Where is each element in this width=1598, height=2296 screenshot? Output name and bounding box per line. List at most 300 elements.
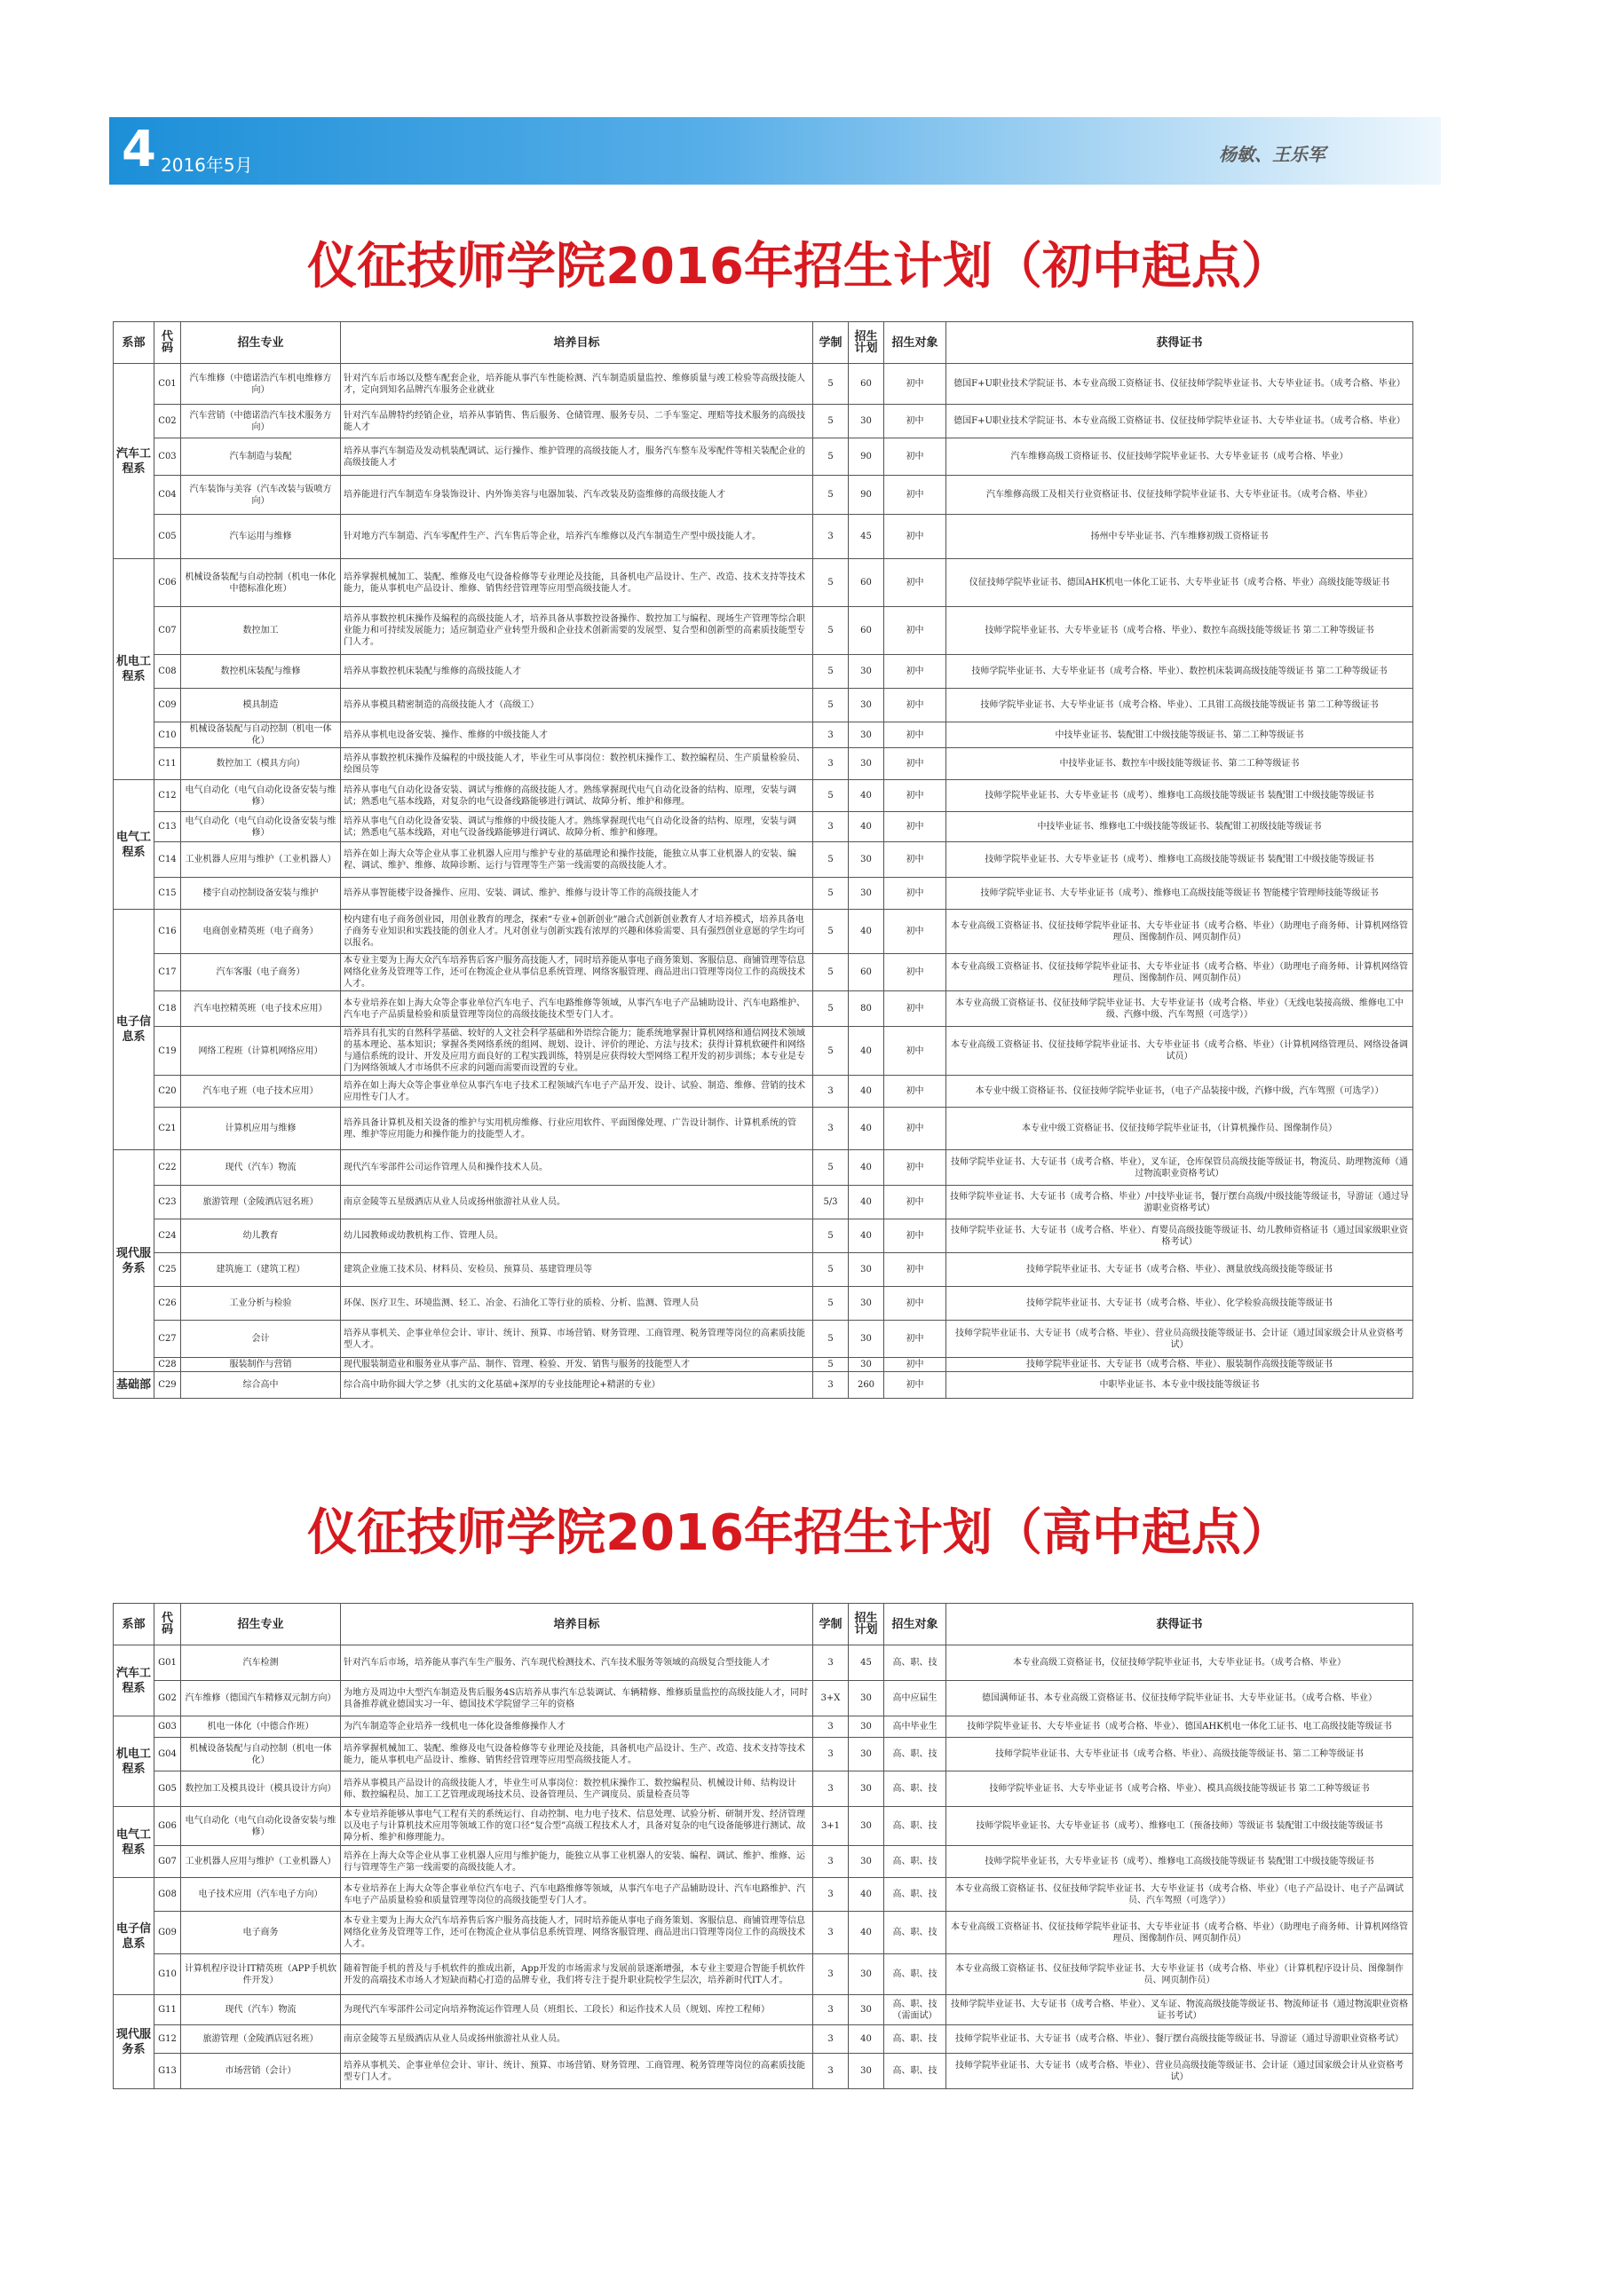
table-cell-code: G05 [154,1771,181,1807]
table-cell-cert: 技师学院毕业证书、大专毕业证书（成考合格、毕业）、数控机床装调高级技能等级证书 第二工种等级证书 [946,655,1413,689]
table-cell-cert: 技师学院毕业证书、大专毕业证书（成考合格、毕业）、数控车高级技能等级证书 第二工种等级证书 [946,607,1413,655]
table-cell-count: 30 [849,842,884,878]
table-cell-cert: 本专业高级工资格证书、仪征技师学院毕业证书、大专毕业证书（成考合格、毕业）（助理电子商务师、计算机网络管理员、图像制作员、网页制作员） [946,910,1413,954]
table-cell-code: G11 [154,1995,181,2025]
table-cell-major: 数控加工及模具设计（模具设计方向） [181,1771,341,1807]
table-cell-count: 30 [849,689,884,722]
table-cell-years: 5 [813,910,849,954]
table-row [114,878,1413,910]
table-cell-major: 电气自动化（电气自动化设备安装与维修） [181,1807,341,1846]
table-cell-major: 电子商务 [181,1912,341,1954]
table-cell-target: 高、职、技 [884,1645,946,1681]
plan2-title: 仪征技师学院2016年招生计划（高中起点） [307,1504,1291,1562]
table-row [114,1150,1413,1186]
table-cell-dept: 电气工程系 [114,1807,154,1878]
table-cell-count: 40 [849,1186,884,1219]
table-cell-cert: 本专业中级工资格证书、仪征技师学院毕业证书，（电子产品装接中级，汽修中级，汽车驾照（可选学）） [946,1076,1413,1108]
table-cell-count: 40 [849,812,884,842]
table-row [114,1681,1413,1716]
table-cell-years: 5 [813,438,849,476]
table-row [114,1912,1413,1954]
table-cell-target: 初中 [884,780,946,812]
table-cell-major: 市场营销（会计） [181,2054,341,2089]
table-cell-cert: 中技毕业证书、维修电工中级技能等级证书、装配钳工初级技能等级证书 [946,812,1413,842]
table-row [114,842,1413,878]
table-row [114,780,1413,812]
table-cell-goal: 培养从事机电设备安装、操作、维修的中级技能人才 [341,722,813,748]
table-cell-target: 初中 [884,1186,946,1219]
table-cell-major: 综合高中 [181,1372,341,1399]
table-cell-cert: 技师学院毕业证书、大专证书（成考合格、毕业）、服装制作高级技能等级证书 [946,1358,1413,1372]
table-cell-code: C11 [154,748,181,780]
col-header-goal: 培养目标 [341,1604,813,1645]
table-cell-cert: 本专业高级工资格证书、仪征技师学院毕业证书、大专毕业证书（成考合格、毕业）（无线电装接高级、维修电工中级、汽修中级、汽车驾照（可选学）） [946,991,1413,1027]
table-cell-code: G06 [154,1807,181,1846]
table-cell-major: 机电一体化（中德合作班） [181,1716,341,1738]
table-cell-years: 5 [813,559,849,607]
table-cell-goal: 建筑企业施工技术员、材料员、安检员、预算员、基建管理员等 [341,1253,813,1287]
table-cell-code: C15 [154,878,181,910]
table-cell-target: 高、职、技 [884,1771,946,1807]
table-cell-major: 汽车电控精英班（电子技术应用） [181,991,341,1027]
table-cell-dept: 汽车工程系 [114,364,154,559]
table-cell-major: 工业机器人应用与维护（工业机器人） [181,842,341,878]
table-row [114,364,1413,405]
col-header-count: 招生计划 [849,1604,884,1645]
table-row [114,559,1413,607]
table-cell-major: 机械设备装配与自动控制（机电一体化） [181,722,341,748]
table-cell-cert: 技师学院毕业证书、大专毕业证书（成考）、维修电工高级技能等级证书 装配钳工中级技能等级证书 [946,842,1413,878]
table-cell-target: 初中 [884,476,946,515]
table-cell-code: G10 [154,1954,181,1995]
col-header-years: 学制 [813,322,849,364]
table-cell-cert: 技师学院毕业证书、大专毕业证书（成考合格、毕业）、模具高级技能等级证书 第二工种等级证书 [946,1771,1413,1807]
table-cell-code: C20 [154,1076,181,1108]
table-cell-goal: 本专业培养在如上海大众等企事业单位汽车电子、汽车电路维修等领域，从事汽车电子产品辅助设计、汽车电路维护、汽车电子产品质量检验和质量管理等岗位的高级技能技术型专门人才。 [341,991,813,1027]
table-cell-cert: 技师学院毕业证书、大专毕业证书（成考）、维修电工高级技能等级证书 智能楼宇管理师技能等级证书 [946,878,1413,910]
table-cell-years: 3 [813,1878,849,1912]
table-cell-goal: 培养从事机关、企事业单位会计、审计、统计、预算、市场营销、财务管理、工商管理、税务管理等岗位的高素质技能型专门人才。 [341,2054,813,2089]
table-cell-target: 初中 [884,559,946,607]
table-cell-goal: 现代服装制造业和服务业从事产品、制作、管理、检验、开发、销售与服务的技能型人才 [341,1358,813,1372]
table-cell-target: 初中 [884,1287,946,1321]
table-cell-goal: 培养在如上海大众等企业从事工业机器人应用与维护专业的基础理论和操作技能，能独立从事工业机器人的安装、编程、调试、维护、维修、故障诊断、运行与管理等生产第一线需要的高级技能人才。 [341,842,813,878]
table-cell-count: 90 [849,438,884,476]
table-row [114,476,1413,515]
table-cell-target: 初中 [884,438,946,476]
table-row [114,1219,1413,1253]
table-cell-major: 汽车电子班（电子技术应用） [181,1076,341,1108]
table-cell-goal: 校内建有电子商务创业园，用创业教育的理念，探索“专业+创新创业”融合式创新创业教育人才培养模式，培养具备电子商务专业知识和实践技能的创业人才。凡对创业与创新实践有浓厚的兴趣和体验需要、具有强烈创业意愿的学生均可以报名。 [341,910,813,954]
table-cell-count: 30 [849,1681,884,1716]
table-cell-target: 高、职、技 [884,1912,946,1954]
table-cell-goal: 针对地方汽车制造、汽车零配件生产、汽车售后等企业，培养汽车维修以及汽车制造生产型中级技能人才。 [341,515,813,559]
table-cell-dept: 电子信息系 [114,910,154,1150]
plan1-table [113,321,1413,1399]
table-cell-major: 机械设备装配与自动控制（机电一体化） [181,1738,341,1771]
table-cell-major: 数控机床装配与维修 [181,655,341,689]
table-cell-code: C22 [154,1150,181,1186]
table-row [114,910,1413,954]
table-cell-major: 网络工程班（计算机网络应用） [181,1027,341,1076]
table-cell-goal: 培养从事模具精密制造的高级技能人才（高级工） [341,689,813,722]
table-row [114,2025,1413,2054]
table-cell-dept: 机电工程系 [114,1716,154,1807]
table-cell-goal: 培养从事模具产品设计的高级技能人才，毕业生可从事岗位：数控机床操作工、数控编程员、机械设计师、结构设计师、数控编程员、加工工艺管理或现场技术员、设备管理员、生产调度员、质量检查员等 [341,1771,813,1807]
table-cell-years: 3+X [813,1681,849,1716]
issue-date: 2016年5月 [161,154,253,176]
table-cell-count: 30 [849,1716,884,1738]
table-cell-target: 高、职、技 [884,2054,946,2089]
table-row [114,1738,1413,1771]
table-cell-years: 3 [813,1076,849,1108]
table-cell-target: 初中 [884,655,946,689]
col-header-years: 学制 [813,1604,849,1645]
col-header-cert: 获得证书 [946,1604,1413,1645]
col-header-code: 代码 [154,1604,181,1645]
table-cell-code: C21 [154,1108,181,1150]
table-cell-target: 初中 [884,364,946,405]
col-header-cert: 获得证书 [946,322,1413,364]
table-cell-count: 30 [849,1954,884,1995]
table-cell-years: 5 [813,1253,849,1287]
table-cell-cert: 汽车维修高级工及相关行业资格证书、仪征技师学院毕业证书、大专毕业证书。（成考合格、毕业） [946,476,1413,515]
table-row [114,689,1413,722]
table-cell-cert: 技师学院毕业证书、大专毕业证书（成考合格、毕业）、德国AHK机电一体化工证书、电工高级技能等级证书 [946,1716,1413,1738]
table-row [114,2054,1413,2089]
table-cell-count: 30 [849,1253,884,1287]
table-row [114,1954,1413,1995]
table-cell-years: 3 [813,1912,849,1954]
table-row [114,438,1413,476]
table-cell-goal: 环保、医疗卫生、环境监测、轻工、冶金、石油化工等行业的质检、分析、监测、管理人员 [341,1287,813,1321]
table-cell-major: 机械设备装配与自动控制（机电一体化 中德标准化班） [181,559,341,607]
table-cell-count: 30 [849,1358,884,1372]
table-cell-cert: 技师学院毕业证书，大专毕业证书（成考）、维修电工高级技能等级证书 装配钳工中级技能等级证书 [946,1846,1413,1878]
table-cell-goal: 综合高中助你圆大学之梦（扎实的文化基础+深厚的专业技能理论+精湛的专业） [341,1372,813,1399]
table-cell-goal: 培养能进行汽车制造车身装饰设计、内外饰美容与电器加装、汽车改装及防盗维修的高级技能人才 [341,476,813,515]
table-cell-major: 计算机应用与维修 [181,1108,341,1150]
table-cell-goal: 现代汽车零部件公司运作管理人员和操作技术人员。 [341,1150,813,1186]
table-cell-code: C25 [154,1253,181,1287]
table-cell-major: 汽车客服（电子商务） [181,954,341,991]
table-cell-cert: 本专业高级工资格证书、仪征技师学院毕业证书、大专毕业证书（成考合格、毕业）（助理电子商务师、计算机网络管理员、图像制作员、网页制作员） [946,1912,1413,1954]
table-cell-major: 汽车制造与装配 [181,438,341,476]
col-header-goal: 培养目标 [341,322,813,364]
table-cell-count: 40 [849,1076,884,1108]
table-cell-cert: 本专业高级工资格证书，仪征技师学院毕业证书，大专毕业证书。（成考合格、毕业） [946,1645,1413,1681]
table-cell-goal: 培养从事机关、企事业单位会计、审计、统计、预算、市场营销、财务管理、工商管理、税务管理等岗位的高素质技能型人才。 [341,1321,813,1358]
table-cell-code: C26 [154,1287,181,1321]
table-cell-cert: 技师学院毕业证书、大专证书（成考合格、毕业）、测量放线高级技能等级证书 [946,1253,1413,1287]
table-cell-cert: 技师学院毕业证书、大专证书（成考合格、毕业）、营业员高级技能等级证书、会计证（通过国家级会计从业资格考试） [946,1321,1413,1358]
table-cell-target: 初中 [884,1108,946,1150]
table-row [114,1995,1413,2025]
table-row [114,405,1413,438]
table-cell-target: 初中 [884,1321,946,1358]
plan1-header-row [114,322,1413,364]
table-cell-target: 初中 [884,1253,946,1287]
table-cell-code: G13 [154,2054,181,2089]
table-cell-code: G02 [154,1681,181,1716]
table-cell-code: C24 [154,1219,181,1253]
table-cell-code: C05 [154,515,181,559]
page-number: 4 [122,121,156,178]
col-header-major: 招生专业 [181,1604,341,1645]
table-cell-years: 3 [813,1771,849,1807]
table-cell-code: G04 [154,1738,181,1771]
table-cell-target: 高、职、技 [884,1738,946,1771]
table-cell-count: 40 [849,1027,884,1076]
table-cell-code: C13 [154,812,181,842]
table-cell-target: 初中 [884,910,946,954]
table-cell-code: C08 [154,655,181,689]
table-cell-target: 初中 [884,1358,946,1372]
table-cell-code: C12 [154,780,181,812]
table-cell-major: 汽车维修（德国汽车精修双元制方向） [181,1681,341,1716]
table-cell-years: 3 [813,1716,849,1738]
table-cell-years: 3+1 [813,1807,849,1846]
table-row [114,1287,1413,1321]
table-cell-count: 60 [849,954,884,991]
table-cell-target: 初中 [884,1150,946,1186]
table-cell-goal: 培养从事电气自动化设备安装、调试与维修的中级技能人才。熟练掌握现代电气自动化设备的结构、原理，安装与调试；熟悉电气基本线路，对电气设备线路能够进行调试、故障分析、维护和修理。 [341,812,813,842]
table-cell-cert: 汽车维修高级工资格证书、仪征技师学院毕业证书、大专毕业证书（成考合格、毕业） [946,438,1413,476]
table-cell-target: 高、职、技 [884,1878,946,1912]
table-cell-years: 5 [813,1321,849,1358]
table-cell-dept: 电气工程系 [114,780,154,910]
table-cell-years: 3 [813,722,849,748]
table-cell-major: 建筑施工（建筑工程） [181,1253,341,1287]
table-cell-count: 40 [849,2025,884,2054]
table-cell-code: G09 [154,1912,181,1954]
table-cell-count: 40 [849,1108,884,1150]
table-cell-target: 高、职、技 [884,1807,946,1846]
table-cell-cert: 德国F+U职业技术学院证书、本专业高级工资格证书、仪征技师学院毕业证书、大专毕业证书。（成考合格、毕业） [946,364,1413,405]
table-cell-count: 40 [849,1150,884,1186]
table-cell-cert: 技师学院毕业证书、大专证书（成考合格、毕业）/中技毕业证书，餐厅摆台高级/中级技能等级证书，导游证（通过导游职业资格考试） [946,1186,1413,1219]
table-cell-code: C10 [154,722,181,748]
table-cell-count: 30 [849,1738,884,1771]
table-cell-cert: 技师学院毕业证书、大专毕业证书（成考合格、毕业）、高级技能等级证书、第二工种等级证书 [946,1738,1413,1771]
table-cell-goal: 针对汽车后市场，培养能从事汽车生产服务、汽车现代检测技术、汽车技术服务等领域的高级复合型技能人才 [341,1645,813,1681]
table-cell-cert: 本专业中级工资格证书、仪征技师学院毕业证书，（计算机操作员、图像制作员） [946,1108,1413,1150]
table-row [114,607,1413,655]
table-cell-count: 30 [849,748,884,780]
table-cell-goal: 本专业主要为上海大众汽车培养售后客户服务高技能人才，同时培养能从事电子商务策划、客服信息、商铺管理等信息网络化业务及管理等工作，还可在物流企业从事信息系统管理、网络客服管理、商品进出口管理等岗位工作的高级技术人才。 [341,954,813,991]
table-row [114,1358,1413,1372]
table-cell-dept: 现代服务系 [114,1150,154,1372]
table-cell-years: 5 [813,1287,849,1321]
table-cell-dept: 汽车工程系 [114,1645,154,1716]
editor-names: 杨敏、王乐军 [1219,144,1325,165]
table-cell-code: C06 [154,559,181,607]
table-cell-cert: 技师学院毕业证书、大专证书（成考合格、毕业），叉车证，仓库保管员高级技能等级证书，物流员、助理物流师（通过物流职业资格考试） [946,1150,1413,1186]
table-cell-goal: 本专业主要为上海大众汽车培养售后客户服务高技能人才，同时培养能从事电子商务策划、客服信息、商铺管理等信息网络化业务及管理等工作，还可在物流企业从事信息系统管理、网络客服管理、商品进出口管理等岗位工作的高级技术人才。 [341,1912,813,1954]
table-cell-years: 3 [813,748,849,780]
table-cell-count: 30 [849,1321,884,1358]
table-cell-goal: 本专业培养在上海大众等企事业单位汽车电子、汽车电路维修等领域，从事汽车电子产品辅助设计、汽车电路维护、汽车电子产品质量检验和质量管理等岗位的高级技能型专门人才。 [341,1878,813,1912]
table-cell-count: 60 [849,364,884,405]
table-cell-cert: 本专业高级工资格证书、仪征技师学院毕业证书、大专毕业证书（成考合格、毕业）（电子产品设计、电子产品调试员、汽车驾照（可选学）） [946,1878,1413,1912]
table-cell-code: C23 [154,1186,181,1219]
table-cell-target: 初中 [884,405,946,438]
table-row [114,1253,1413,1287]
table-cell-goal: 培养从事汽车制造及发动机装配调试、运行操作、维护管理的高级技能人才，服务汽车整车及零配件等相关装配企业的高级技能人才 [341,438,813,476]
table-cell-major: 旅游管理（金陵酒店冠名班） [181,2025,341,2054]
table-cell-years: 5/3 [813,1186,849,1219]
table-cell-cert: 技师学院毕业证书、大专证书（成考合格、毕业）、营业员高级技能等级证书、会计证（通过国家级会计从业资格考试） [946,2054,1413,2089]
table-cell-code: G07 [154,1846,181,1878]
table-cell-target: 初中 [884,878,946,910]
table-cell-goal: 培养在如上海大众等企事业单位从事汽车电子技术工程领域汽车电子产品开发、设计、试验、制造、维修、营销的技术应用性专门人才。 [341,1076,813,1108]
table-cell-years: 5 [813,1358,849,1372]
table-cell-goal: 为现代汽车零部件公司定向培养物流运作管理人员（班组长、工段长）和运作技术人员（规划、库控工程师） [341,1995,813,2025]
table-cell-count: 40 [849,1912,884,1954]
table-cell-count: 30 [849,1287,884,1321]
table-cell-target: 初中 [884,842,946,878]
table-cell-years: 5 [813,780,849,812]
table-cell-count: 30 [849,722,884,748]
table-cell-goal: 培养掌握机械加工、装配、维修及电气设备检修等专业理论及技能，具备机电产品设计、生产、改造、技术支持等技术能力，能从事机电产品设计、维修、销售经营管理等应用型高级技能人才。 [341,1738,813,1771]
table-cell-dept: 电子信息系 [114,1878,154,1995]
table-cell-cert: 技师学院毕业证书、大专证书（成考合格、毕业）、叉车证、物流高级技能等级证书、物流师证书（通过物流职业资格证书考试） [946,1995,1413,2025]
table-cell-target: 初中 [884,515,946,559]
col-header-code: 代码 [154,322,181,364]
table-cell-years: 5 [813,954,849,991]
table-cell-goal: 培养从事电气自动化设备安装、调试与维修的高级技能人才。熟练掌握现代电气自动化设备的结构、原理，安装与调试；熟悉电气基本线路，对复杂的电气设备线路能够进行调试、故障分析、维护和修理。 [341,780,813,812]
table-cell-goal: 为汽车制造等企业培养一线机电一体化设备维修操作人才 [341,1716,813,1738]
table-cell-years: 3 [813,1738,849,1771]
table-cell-code: C29 [154,1372,181,1399]
page-header-banner [109,117,1441,185]
table-cell-target: 初中 [884,689,946,722]
table-row [114,812,1413,842]
table-cell-years: 5 [813,689,849,722]
table-cell-code: C16 [154,910,181,954]
col-header-dept: 系部 [114,322,154,364]
plan1-title: 仪征技师学院2016年招生计划（初中起点） [307,238,1291,296]
table-cell-major: 汽车检测 [181,1645,341,1681]
table-cell-goal: 随着智能手机的普及与手机软件的推成出新，App开发的市场需求与发展前景逐渐增强，本专业主要迎合智能手机软件开发的高端技术市场人才短缺而精心打造的品牌专业，我们将专注于提升职业院校学生层次，培养新时代IT人才。 [341,1954,813,1995]
table-cell-count: 30 [849,405,884,438]
table-cell-years: 3 [813,812,849,842]
table-cell-dept: 现代服务系 [114,1995,154,2089]
table-row [114,1846,1413,1878]
table-cell-code: C01 [154,364,181,405]
table-cell-cert: 本专业高级工资格证书、仪征技师学院毕业证书、大专毕业证书（成考合格、毕业）（助理电子商务师、计算机网络管理员、图像制作员、网页制作员） [946,954,1413,991]
table-cell-years: 5 [813,476,849,515]
table-row [114,1076,1413,1108]
table-cell-goal: 培养具备计算机及相关设备的维护与实用机房维修、行业应用软件、平面图像处理、广告设计制作、计算机系统的管理、维护等应用能力和操作能力的技能型人才。 [341,1108,813,1150]
table-cell-major: 汽车装饰与美容（汽车改装与钣喷方向） [181,476,341,515]
table-cell-count: 30 [849,878,884,910]
table-cell-major: 旅游管理（金陵酒店冠名班） [181,1186,341,1219]
table-cell-goal: 幼儿园教师或幼教机构工作、管理人员。 [341,1219,813,1253]
table-cell-target: 初中 [884,1076,946,1108]
table-cell-cert: 本专业高级工资格证书、仪征技师学院毕业证书、大专毕业证书（成考合格、毕业）（计算机程序设计员、图像制作员、网页制作员） [946,1954,1413,1995]
table-cell-target: 初中 [884,812,946,842]
table-cell-code: C03 [154,438,181,476]
plan2-table [113,1603,1413,2089]
table-cell-dept: 机电工程系 [114,559,154,780]
table-cell-code: C09 [154,689,181,722]
table-cell-count: 30 [849,1807,884,1846]
table-cell-major: 电气自动化（电气自动化设备安装与维修） [181,780,341,812]
table-row [114,515,1413,559]
table-cell-years: 3 [813,1846,849,1878]
table-cell-count: 40 [849,1878,884,1912]
table-cell-count: 260 [849,1372,884,1399]
table-cell-major: 现代（汽车）物流 [181,1995,341,2025]
table-cell-code: C07 [154,607,181,655]
table-cell-goal: 南京金陵等五星级酒店从业人员或扬州旅游社从业人员。 [341,1186,813,1219]
table-cell-target: 高、职、技 [884,1846,946,1878]
table-row [114,1716,1413,1738]
table-cell-cert: 技师学院毕业证书、大专证书（成考合格、毕业）、化学检验高级技能等级证书 [946,1287,1413,1321]
table-cell-major: 电商创业精英班（电子商务） [181,910,341,954]
table-cell-code: C18 [154,991,181,1027]
col-header-major: 招生专业 [181,322,341,364]
table-cell-major: 楼宇自动控制设备安装与维护 [181,878,341,910]
table-cell-years: 3 [813,1954,849,1995]
table-cell-years: 3 [813,1372,849,1399]
table-cell-count: 40 [849,780,884,812]
table-cell-goal: 培养从事数控机床操作及编程的高级技能人才，培养具备从事数控设备操作、数控加工与编程、现场生产管理等综合职业能力和可持续发展能力；适应制造业产业转型升级和企业技术创新需要的发展型、复合型和创新型的高素质技能型专门人才。 [341,607,813,655]
table-cell-code: C28 [154,1358,181,1372]
table-cell-code: C17 [154,954,181,991]
table-cell-years: 5 [813,607,849,655]
table-cell-cert: 技师学院毕业证书、大专毕业证书（成考合格、毕业）、工具钳工高级技能等级证书 第二工种等级证书 [946,689,1413,722]
table-cell-code: G01 [154,1645,181,1681]
table-cell-years: 5 [813,1219,849,1253]
table-cell-target: 初中 [884,1219,946,1253]
table-cell-count: 60 [849,559,884,607]
table-cell-count: 30 [849,2054,884,2089]
table-cell-code: G03 [154,1716,181,1738]
table-cell-major: 计算机程序设计IT精英班（APP手机软件开发） [181,1954,341,1995]
table-cell-target: 初中 [884,954,946,991]
table-cell-count: 60 [849,607,884,655]
table-row [114,655,1413,689]
table-cell-years: 3 [813,1645,849,1681]
table-cell-major: 数控加工 [181,607,341,655]
table-cell-years: 5 [813,1027,849,1076]
plan2-header-row [114,1604,1413,1645]
table-cell-cert: 德国F+U职业技术学院证书、本专业高级工资格证书、仪征技师学院毕业证书、大专毕业证书。（成考合格、毕业） [946,405,1413,438]
table-row [114,1108,1413,1150]
table-cell-goal: 培养掌握机械加工、装配、维修及电气设备检修等专业理论及技能，具备机电产品设计、生产、改造、技术支持等技术能力，能从事机电产品设计、维修、销售经营管理等应用型高级技能人才。 [341,559,813,607]
table-cell-major: 工业机器人应用与维护（工业机器人） [181,1846,341,1878]
table-cell-goal: 培养在上海大众等企业从事工业机器人应用与维护能力，能独立从事工业机器人的安装、编程、调试、维护、维修、运行与管理等生产第一线需要的高级技能人才。 [341,1846,813,1878]
table-cell-years: 5 [813,655,849,689]
table-cell-goal: 本专业培养能够从事电气工程有关的系统运行、自动控制、电力电子技术、信息处理、试验分析、研制开发、经济管理以及电子与计算机技术应用等领域工作的宽口径“复合型”高级工程技术人才，具备对复杂的电气设备能够进行测试、故障分析、维护和修理能力。 [341,1807,813,1846]
table-cell-count: 40 [849,910,884,954]
table-cell-count: 30 [849,1771,884,1807]
table-cell-goal: 培养从事数控机床装配与维修的高级技能人才 [341,655,813,689]
table-cell-major: 电气自动化（电气自动化设备安装与维修） [181,812,341,842]
table-cell-goal: 针对汽车后市场以及整车配套企业，培养能从事汽车性能检测、汽车制造质量监控、维修质量与竣工检验等高级技能人才，定向到知名品牌汽车服务企业就业 [341,364,813,405]
table-cell-years: 5 [813,405,849,438]
table-cell-target: 初中 [884,607,946,655]
col-header-count: 招生计划 [849,322,884,364]
table-cell-major: 数控加工（模具方向） [181,748,341,780]
table-cell-code: G08 [154,1878,181,1912]
table-cell-cert: 仪征技师学院毕业证书、德国AHK机电一体化工证书、大专毕业证书（成考合格、毕业）高级技能等级证书 [946,559,1413,607]
table-cell-major: 会计 [181,1321,341,1358]
table-cell-code: C19 [154,1027,181,1076]
table-row [114,1645,1413,1681]
